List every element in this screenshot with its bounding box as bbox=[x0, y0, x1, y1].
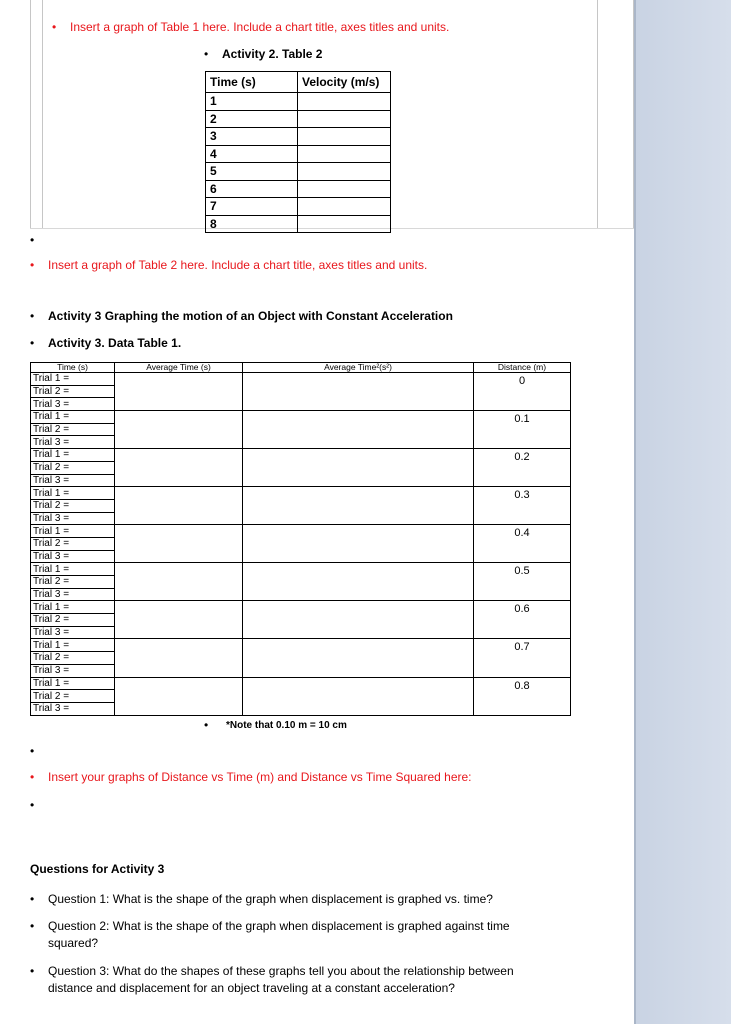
average-time-squared-cell[interactable] bbox=[243, 411, 474, 449]
table2-time-cell: 7 bbox=[206, 198, 298, 216]
graph2-instruction-row bbox=[30, 257, 427, 274]
bullet-icon: • bbox=[30, 770, 35, 784]
trial-cell: Trial 1 = bbox=[31, 373, 115, 386]
table3-row bbox=[31, 639, 571, 652]
bullet-icon: • bbox=[30, 744, 35, 758]
table3-header-distance: Distance (m) bbox=[474, 363, 571, 373]
distance-cell: 0.2 bbox=[474, 449, 571, 487]
table2-time-cell: 6 bbox=[206, 180, 298, 198]
distance-cell: 0.7 bbox=[474, 639, 571, 677]
trial-cell: Trial 2 = bbox=[31, 499, 115, 512]
distance-cell: 0 bbox=[474, 373, 571, 411]
graphs-instruction-row bbox=[30, 769, 472, 786]
bullet-icon: • bbox=[52, 20, 57, 34]
trial-cell: Trial 1 = bbox=[31, 601, 115, 614]
table2-time-cell: 1 bbox=[206, 93, 298, 111]
empty-bullet-row bbox=[30, 232, 48, 248]
trial-cell: Trial 3 = bbox=[31, 702, 115, 715]
trial-cell: Trial 2 = bbox=[31, 690, 115, 703]
trial-cell: Trial 1 = bbox=[31, 487, 115, 500]
question-3-row bbox=[30, 963, 530, 997]
average-time-squared-cell[interactable] bbox=[243, 487, 474, 525]
bullet-icon: • bbox=[30, 892, 35, 906]
average-time-cell[interactable] bbox=[115, 563, 243, 601]
trial-cell: Trial 2 = bbox=[31, 461, 115, 474]
average-time-squared-cell[interactable] bbox=[243, 639, 474, 677]
table3-header-average-time-squared: Average Time²(s²) bbox=[243, 363, 474, 373]
bullet-icon: • bbox=[30, 964, 35, 978]
table2-time-cell: 5 bbox=[206, 163, 298, 181]
table2-row bbox=[206, 180, 391, 198]
cell-border-left-inner bbox=[42, 0, 43, 228]
average-time-cell[interactable] bbox=[115, 677, 243, 715]
table3-row bbox=[31, 601, 571, 614]
table2-header-time: Time (s) bbox=[206, 72, 298, 93]
table2-row bbox=[206, 93, 391, 111]
bullet-icon: • bbox=[30, 233, 35, 247]
trial-cell: Trial 1 = bbox=[31, 411, 115, 424]
trial-cell: Trial 3 = bbox=[31, 664, 115, 677]
graph2-instruction: Insert a graph of Table 2 here. Include a chart title, axes titles and units. bbox=[48, 258, 428, 272]
empty-bullet-row-3 bbox=[30, 797, 48, 813]
bullet-icon: • bbox=[30, 336, 35, 350]
table2-velocity-cell[interactable] bbox=[298, 145, 391, 163]
trial-cell: Trial 3 = bbox=[31, 626, 115, 639]
average-time-squared-cell[interactable] bbox=[243, 677, 474, 715]
activity3-heading: Activity 3 Graphing the motion of an Object with Constant Acceleration bbox=[48, 309, 453, 323]
table3-row bbox=[31, 411, 571, 424]
question-2: Question 2: What is the shape of the graph when displacement is graphed against time squared? bbox=[48, 919, 510, 950]
trial-cell: Trial 2 = bbox=[31, 614, 115, 627]
distance-cell: 0.4 bbox=[474, 525, 571, 563]
distance-cell: 0.6 bbox=[474, 601, 571, 639]
trial-cell: Trial 3 = bbox=[31, 550, 115, 563]
activity3-heading-row bbox=[30, 308, 453, 325]
trial-cell: Trial 2 = bbox=[31, 537, 115, 550]
table2-row bbox=[206, 110, 391, 128]
table2-time-cell: 4 bbox=[206, 145, 298, 163]
table3-row bbox=[31, 563, 571, 576]
table2-time-cell: 3 bbox=[206, 128, 298, 146]
trial-cell: Trial 2 = bbox=[31, 576, 115, 589]
table3-row bbox=[31, 677, 571, 690]
cell-border-right bbox=[633, 0, 634, 228]
trial-cell: Trial 3 = bbox=[31, 588, 115, 601]
trial-cell: Trial 2 = bbox=[31, 423, 115, 436]
note: *Note that 0.10 m = 10 cm bbox=[226, 720, 347, 731]
bullet-icon: • bbox=[204, 718, 209, 732]
trial-cell: Trial 2 = bbox=[31, 385, 115, 398]
trial-cell: Trial 1 = bbox=[31, 639, 115, 652]
table2-velocity-cell[interactable] bbox=[298, 198, 391, 216]
distance-cell: 0.1 bbox=[474, 411, 571, 449]
top-instruction: Insert a graph of Table 1 here. Include a chart title, axes titles and units. bbox=[70, 20, 450, 34]
average-time-squared-cell[interactable] bbox=[243, 563, 474, 601]
table2-row bbox=[206, 128, 391, 146]
table3-header-average-time: Average Time (s) bbox=[115, 363, 243, 373]
table2-time-cell: 2 bbox=[206, 110, 298, 128]
top-instruction-row bbox=[52, 19, 449, 36]
activity3-data-table bbox=[30, 362, 571, 716]
table2-velocity-cell[interactable] bbox=[298, 180, 391, 198]
trial-cell: Trial 3 = bbox=[31, 474, 115, 487]
page-edge bbox=[634, 0, 636, 1024]
average-time-cell[interactable] bbox=[115, 487, 243, 525]
table2-velocity-cell[interactable] bbox=[298, 215, 391, 233]
bullet-icon: • bbox=[204, 47, 209, 61]
table2-row bbox=[206, 215, 391, 233]
table2-row bbox=[206, 198, 391, 216]
question-3: Question 3: What do the shapes of these graphs tell you about the relationship between distance and displacement for an object traveling at a constant acceleration? bbox=[48, 964, 514, 995]
trial-cell: Trial 1 = bbox=[31, 677, 115, 690]
question-1: Question 1: What is the shape of the graph when displacement is graphed vs. time? bbox=[48, 892, 493, 906]
cell-border-right-inner bbox=[597, 0, 598, 228]
average-time-squared-cell[interactable] bbox=[243, 525, 474, 563]
bullet-icon: • bbox=[30, 919, 35, 933]
trial-cell: Trial 1 = bbox=[31, 525, 115, 538]
table2-velocity-cell[interactable] bbox=[298, 128, 391, 146]
trial-cell: Trial 1 = bbox=[31, 563, 115, 576]
trial-cell: Trial 3 = bbox=[31, 436, 115, 449]
table2-row bbox=[206, 145, 391, 163]
trial-cell: Trial 3 = bbox=[31, 512, 115, 525]
graphs-instruction: Insert your graphs of Distance vs Time (m) and Distance vs Time Squared here: bbox=[48, 770, 472, 784]
bullet-icon: • bbox=[30, 258, 35, 272]
empty-bullet-row-2 bbox=[30, 743, 48, 759]
average-time-cell[interactable] bbox=[115, 639, 243, 677]
bullet-icon: • bbox=[30, 798, 35, 812]
average-time-squared-cell[interactable] bbox=[243, 449, 474, 487]
question-2-row bbox=[30, 918, 530, 952]
question-1-row bbox=[30, 891, 550, 908]
average-time-cell[interactable] bbox=[115, 411, 243, 449]
note-row bbox=[204, 717, 347, 734]
average-time-squared-cell[interactable] bbox=[243, 601, 474, 639]
cell-border-left bbox=[30, 0, 31, 228]
average-time-squared-cell[interactable] bbox=[243, 373, 474, 411]
table2-velocity-cell[interactable] bbox=[298, 163, 391, 181]
average-time-cell[interactable] bbox=[115, 373, 243, 411]
bullet-icon: • bbox=[30, 309, 35, 323]
table3-header-time: Time (s) bbox=[31, 363, 115, 373]
trial-cell: Trial 1 = bbox=[31, 449, 115, 462]
table2-header-velocity: Velocity (m/s) bbox=[298, 72, 391, 93]
activity2-heading: Activity 2. Table 2 bbox=[222, 47, 323, 61]
activity3-table-heading: Activity 3. Data Table 1. bbox=[48, 336, 182, 350]
table2-row bbox=[206, 163, 391, 181]
table3-row bbox=[31, 449, 571, 462]
questions-heading: Questions for Activity 3 bbox=[30, 862, 165, 876]
average-time-cell[interactable] bbox=[115, 525, 243, 563]
distance-cell: 0.8 bbox=[474, 677, 571, 715]
distance-cell: 0.3 bbox=[474, 487, 571, 525]
table2-velocity-cell[interactable] bbox=[298, 110, 391, 128]
distance-cell: 0.5 bbox=[474, 563, 571, 601]
average-time-cell[interactable] bbox=[115, 449, 243, 487]
table3-row bbox=[31, 487, 571, 500]
activity3-table-heading-row bbox=[30, 335, 181, 352]
trial-cell: Trial 3 = bbox=[31, 398, 115, 411]
table2-time-cell: 8 bbox=[206, 215, 298, 233]
activity2-table2 bbox=[205, 71, 391, 233]
average-time-cell[interactable] bbox=[115, 601, 243, 639]
activity2-heading-row bbox=[204, 46, 322, 63]
trial-cell: Trial 2 = bbox=[31, 652, 115, 665]
table2-velocity-cell[interactable] bbox=[298, 93, 391, 111]
table3-row bbox=[31, 373, 571, 386]
table3-row bbox=[31, 525, 571, 538]
